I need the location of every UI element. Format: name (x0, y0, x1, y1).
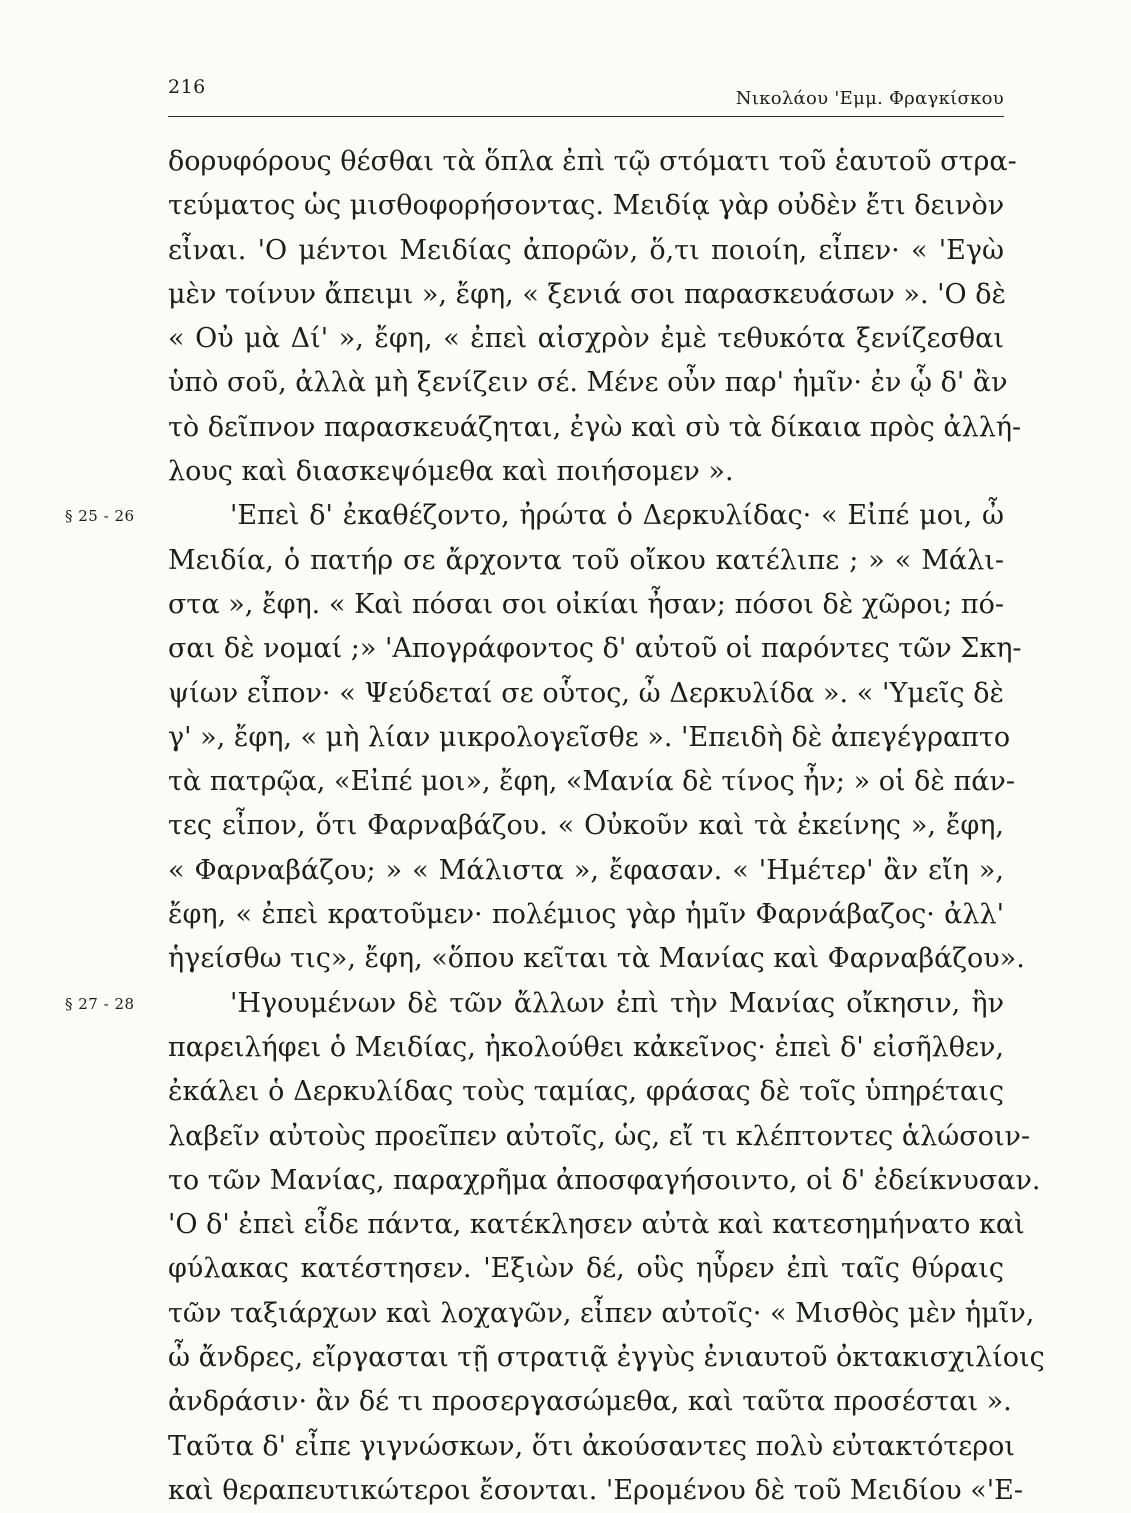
line-text: το τῶν Μανίας, παραχρῆμα ἀποσφαγήσοιντο, οἱ δ' ἐδείκνυσαν. (168, 1164, 1041, 1196)
line-text: φύλακας κατέστησεν. 'Εξιὼν δέ, οὓς ηὗρεν ἐπὶ ταῖς θύραις (168, 1253, 1004, 1285)
text-line (168, 140, 1017, 184)
text-line (168, 229, 1004, 273)
line-text: « Φαρναβάζου; » « Μάλιστα », ἔφασαν. « 'Ημέτερ' ἂν εἴη », (168, 854, 1004, 886)
text-line (168, 1026, 1004, 1070)
line-text: δορυφόρους θέσθαι τὰ ὅπλα ἐπὶ τῷ στόματι τοῦ ἑαυτοῦ στρα- (168, 146, 1017, 177)
text-line (168, 672, 1004, 716)
text-line (168, 804, 1004, 848)
text-line (168, 716, 1011, 760)
line-text: ἐκάλει ὁ Δερκυλίδας τοὺς ταμίας, φράσας δὲ τοῖς ὑπηρέταις (168, 1076, 1004, 1108)
line-text: 'Ηγουμένων δὲ τῶν ἄλλων ἐπὶ τὴν Μανίας οἴκησιν, ἣν (230, 987, 1004, 1019)
text-line (168, 627, 1022, 671)
line-text: ψίων εἶπον· « Ψεύδεταί σε οὗτος, ὦ Δερκυλίδα ». « 'Υμεῖς δὲ (168, 677, 1004, 709)
line-text: ἡγείσθω τις», ἔφη, «ὅπου κεῖται τὰ Μανίας καὶ Φαρναβάζου». (168, 943, 1025, 975)
line-text: τες εἶπον, ὅτι Φαρναβάζου. « Οὐκοῦν καὶ τὰ ἐκείνης », ἔφη, (168, 810, 1004, 842)
text-line (168, 937, 1025, 981)
line-text: γ' », ἔφη, « μὴ λίαν μικρολογεῖσθε ». 'Επειδὴ δὲ ἀπεγέγραπτο (168, 721, 1011, 753)
line-text: ὑπὸ σοῦ, ἀλλὰ μὴ ξενίζειν σέ. Μένε οὖν παρ' ἡμῖν· ἐν ᾧ δ' ἂν (168, 367, 1008, 399)
text-line (168, 760, 1015, 804)
text-line (168, 1159, 1041, 1203)
text-line (65, 982, 1004, 1026)
line-text: 'Ο δ' ἐπεὶ εἶδε πάντα, κατέκλησεν αὐτὰ καὶ κατεσημήνατο καὶ (168, 1209, 1025, 1241)
text-line (168, 1203, 1025, 1247)
text-line (168, 893, 1004, 937)
line-text: μὲν τοίνυν ἄπειμι », ἔφη, « ξενιά σοι παρασκευάσων ». 'Ο δὲ (168, 278, 1006, 310)
text-line (168, 1247, 1004, 1291)
line-text: τὸ δεῖπνον παρασκευάζηται, ἐγὼ καὶ σὺ τὰ δίκαια πρὸς ἀλλή- (168, 411, 1022, 443)
text-line (168, 849, 1004, 893)
line-text: καὶ θεραπευτικώτεροι ἔσονται. 'Ερομένου δὲ τοῦ Μειδίου «'Ε- (168, 1474, 1023, 1506)
line-text: τῶν ταξιάρχων καὶ λοχαγῶν, εἶπεν αὐτοῖς· « Μισθὸς μὲν ἡμῖν, (168, 1297, 1035, 1329)
text-line (168, 184, 1004, 228)
line-text: τεύματος ὡς μισθοφορήσοντας. Μειδίᾳ γὰρ οὐδὲν ἔτι δεινὸν (168, 190, 1005, 222)
running-head (168, 76, 1004, 117)
line-text: εἶναι. 'Ο μέντοι Μειδίας ἀπορῶν, ὅ,τι ποιοίη, εἶπεν· « 'Εγὼ (168, 234, 1004, 266)
line-text: « Οὐ μὰ Δί' », ἔφη, « ἐπεὶ αἰσχρὸν ἐμὲ τεθυκότα ξενίζεσθαι (168, 323, 1004, 355)
line-text: 'Επεὶ δ' ἐκαθέζοντο, ἠρώτα ὁ Δερκυλίδας· « Εἰπέ μοι, ὦ (230, 500, 1004, 532)
text-line (168, 317, 1004, 361)
line-text: στα », ἔφη. « Καὶ πόσαι σοι οἰκίαι ἦσαν; πόσοι δὲ χῶροι; πό- (168, 588, 1004, 620)
text-line (168, 1292, 1035, 1336)
author-running-title: Νικολάου 'Εμμ. Φραγκίσκου (735, 88, 1004, 109)
line-text: σαι δὲ νομαί ;» 'Απογράφοντος δ' αὐτοῦ οἱ παρόντες τῶν Σκη- (168, 633, 1022, 665)
line-text: ἔφη, « ἐπεὶ κρατοῦμεν· πολέμιος γὰρ ἡμῖν Φαρνάβαζος· ἀλλ' (168, 899, 1004, 931)
text-line (168, 1380, 1012, 1424)
text-line (168, 273, 1004, 317)
section-reference: § 27 - 28 (65, 994, 135, 1013)
text-line (65, 494, 1004, 538)
page-number: 216 (168, 76, 206, 98)
text-line (168, 1469, 1023, 1513)
body-text (65, 140, 1045, 1513)
line-text: λους καὶ διασκεψόμεθα καὶ ποιήσομεν ». (168, 456, 734, 488)
line-text: τὰ πατρῷα, «Εἰπέ μοι», ἔφη, «Μανία δὲ τίνος ἦν; » οἱ δὲ πάν- (168, 766, 1015, 798)
text-line (168, 1336, 1045, 1380)
text-line (168, 1070, 1004, 1114)
text-line (168, 450, 1004, 494)
line-text: Μειδία, ὁ πατήρ σε ἄρχοντα τοῦ οἴκου κατέλιπε ; » « Μάλι- (168, 544, 1004, 576)
line-text: ἀνδράσιν· ἂν δέ τι προσεργασώμεθα, καὶ ταῦτα προσέσται ». (168, 1386, 1012, 1418)
text-line (168, 539, 1004, 583)
section-reference: § 25 - 26 (65, 507, 135, 526)
text-line (168, 1425, 1015, 1469)
text-line (168, 361, 1008, 405)
line-text: ὦ ἄνδρες, εἴργασται τῇ στρατιᾷ ἐγγὺς ἐνιαυτοῦ ὀκτακισχιλίοις (168, 1342, 1045, 1374)
line-text: Ταῦτα δ' εἶπε γιγνώσκων, ὅτι ἀκούσαντες πολὺ εὐτακτότεροι (168, 1430, 1015, 1462)
line-text: παρειλήφει ὁ Μειδίας, ἠκολούθει κἀκεῖνος· ἐπεὶ δ' εἰσῆλθεν, (168, 1031, 1004, 1063)
text-line (168, 1115, 1031, 1159)
text-line (168, 583, 1004, 627)
text-line (168, 406, 1022, 450)
line-text: λαβεῖν αὐτοὺς προεῖπεν αὐτοῖς, ὡς, εἴ τι κλέπτοντες ἁλώσοιν- (168, 1120, 1031, 1152)
